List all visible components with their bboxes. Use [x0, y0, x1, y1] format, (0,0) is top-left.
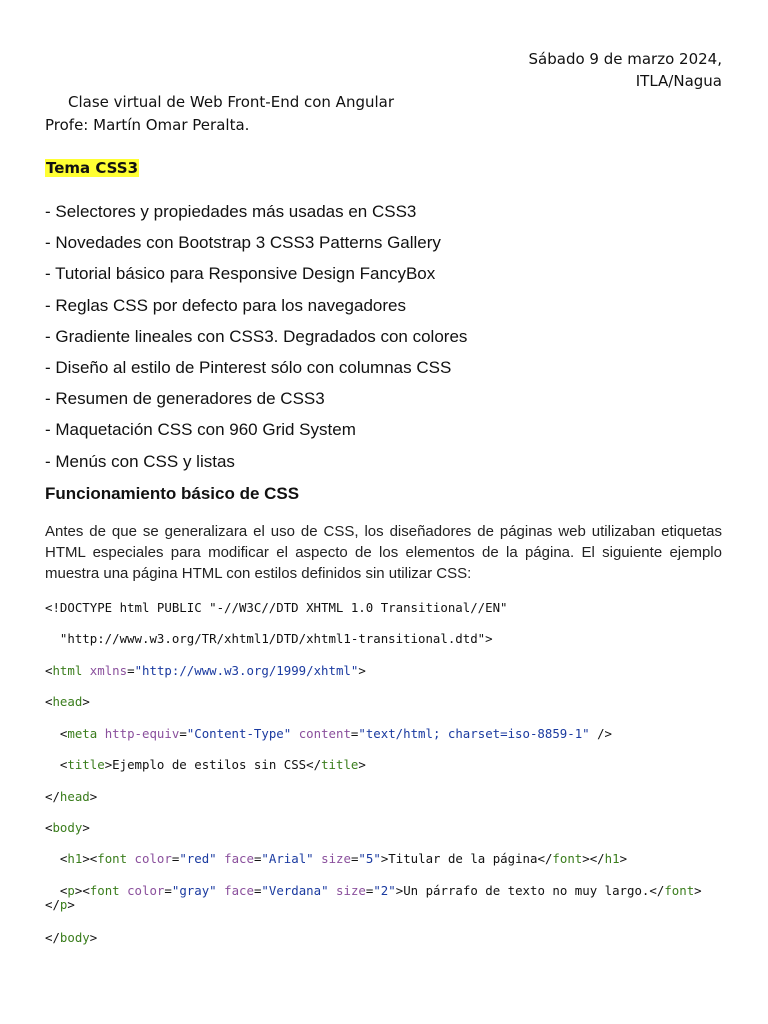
code-tag: h1 — [604, 851, 620, 866]
code-tag: meta — [67, 726, 98, 741]
code-tag: font — [552, 851, 583, 866]
code-tag: body — [59, 930, 90, 945]
code-line-head-open: <head> — [45, 694, 90, 709]
code-line-dtd: "http://www.w3.org/TR/xhtml1/DTD/xhtml1-transitional.dtd"> — [45, 631, 493, 646]
code-line-body-open: <body> — [45, 820, 90, 835]
section-paragraph: Antes de que se generalizara el uso de CSS, los diseñadores de páginas web utilizaban etiquetas HTML especiales para modificar el aspecto de los elementos de la página. El siguiente ejemplo muestra una página HTML con estilos definidos sin utilizar CSS: — [45, 523, 722, 582]
code-line-title: <title>Ejemplo de estilos sin CSS</title> — [45, 757, 366, 772]
code-tag: font — [664, 883, 695, 898]
topics-list — [45, 200, 467, 481]
code-value: "red" — [179, 851, 217, 866]
code-value: "Arial" — [261, 851, 314, 866]
list-item: - Resumen de generadores de CSS3 — [45, 389, 325, 409]
professor-name: Profe: Martín Omar Peralta. — [45, 116, 250, 134]
code-value: "2" — [373, 883, 396, 898]
code-line-body-close: </body> — [45, 930, 98, 945]
code-attr: http-equiv — [104, 726, 180, 741]
code-tag: h1 — [67, 851, 83, 866]
code-tag: html — [52, 663, 83, 678]
code-attr: face — [224, 851, 254, 866]
code-value: "Verdana" — [261, 883, 329, 898]
code-tag: head — [59, 789, 90, 804]
code-attr: size — [336, 883, 366, 898]
code-attr: color — [134, 851, 172, 866]
code-tag: body — [52, 820, 83, 835]
code-tag: font — [97, 851, 128, 866]
list-item: - Menús con CSS y listas — [45, 451, 235, 471]
code-tag: font — [89, 883, 120, 898]
list-item: - Reglas CSS por defecto para los navegadores — [45, 295, 406, 315]
list-item: - Maquetación CSS con 960 Grid System — [45, 420, 356, 440]
code-line-h1: <h1><font color="red" face="Arial" size="5">Titular de la página</font></h1> — [45, 851, 628, 866]
topic-highlight: Tema CSS3 — [46, 159, 139, 177]
topic-heading — [45, 157, 139, 179]
date-block — [529, 48, 722, 92]
list-item: - Tutorial básico para Responsive Design FancyBox — [45, 264, 436, 284]
code-attr: face — [224, 883, 254, 898]
code-tag: head — [52, 694, 83, 709]
code-attr: content — [298, 726, 351, 741]
code-line-head-close: </head> — [45, 789, 98, 804]
list-item: - Diseño al estilo de Pinterest sólo con columnas CSS — [45, 357, 452, 377]
code-value: "Content-Type" — [186, 726, 292, 741]
code-text: Ejemplo de estilos sin CSS — [112, 757, 307, 772]
code-attr: size — [321, 851, 351, 866]
code-attr: xmlns — [89, 663, 128, 678]
code-value: "http://www.w3.org/1999/xhtml" — [134, 663, 359, 678]
code-attr: color — [127, 883, 165, 898]
code-tag: p — [67, 883, 75, 898]
list-item: - Selectores y propiedades más usadas en CSS3 — [45, 202, 417, 221]
code-value: "gray" — [171, 883, 217, 898]
code-tag: title — [67, 757, 105, 772]
code-value: "5" — [358, 851, 381, 866]
code-text: Titular de la página — [388, 851, 538, 866]
code-line-p: <p><font color="gray" face="Verdana" size="2">Un párrafo de texto no muy largo.</font></p> — [45, 883, 702, 912]
code-tag: p — [59, 897, 68, 912]
section-heading: Funcionamiento básico de CSS — [45, 484, 300, 503]
date-line: Sábado 9 de marzo 2024, — [528, 50, 722, 68]
code-line-meta: <meta http-equiv="Content-Type" content="text/html; charset=iso-8859-1" /> — [45, 726, 613, 741]
code-line-html: <html xmlns="http://www.w3.org/1999/xhtml"> — [45, 663, 366, 678]
place-line: ITLA/Nagua — [635, 72, 722, 90]
code-text: Un párrafo de texto no muy largo. — [403, 883, 650, 898]
code-tag: title — [321, 757, 359, 772]
list-item: - Novedades con Bootstrap 3 CSS3 Patterns Gallery — [45, 233, 441, 253]
code-value: "text/html; charset=iso-8859-1" — [358, 726, 590, 741]
course-title: Clase virtual de Web Front-End con Angular — [68, 93, 395, 111]
code-line-doctype: <!DOCTYPE html PUBLIC "-//W3C//DTD XHTML 1.0 Transitional//EN" — [45, 600, 508, 615]
list-item: - Gradiente lineales con CSS3. Degradados con colores — [45, 326, 468, 346]
